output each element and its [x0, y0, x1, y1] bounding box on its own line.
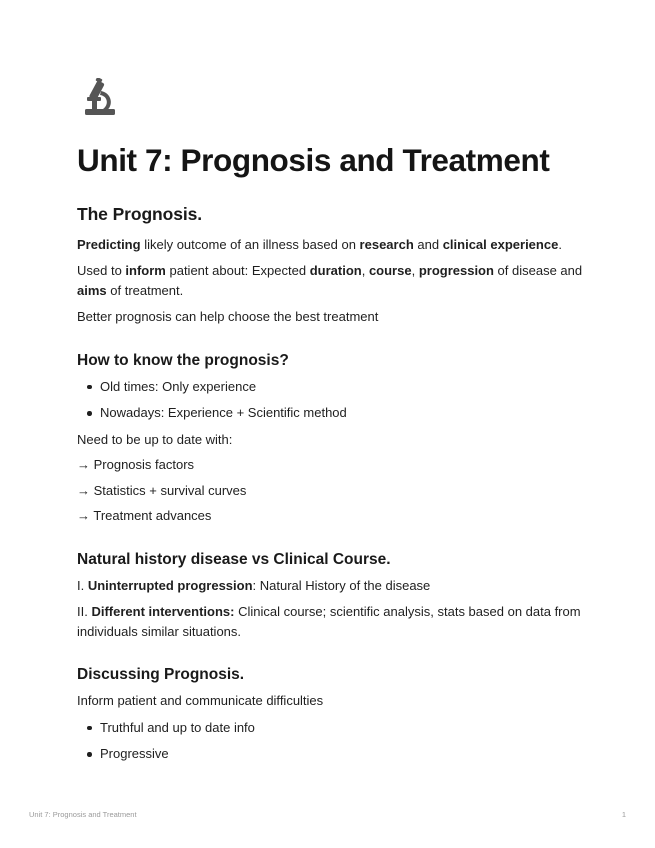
list-item: Progressive	[77, 744, 587, 764]
list-item: Old times: Only experience	[77, 377, 587, 397]
list-item: Nowadays: Experience + Scientific method	[77, 403, 587, 423]
prognosis-paragraph-3: Better prognosis can help choose the best treatment	[77, 309, 379, 325]
microscope-icon	[82, 78, 118, 120]
page-number: 1	[621, 810, 626, 819]
section-heading-how-to-know: How to know the prognosis?	[77, 351, 289, 369]
prognosis-paragraph-2: Used to inform patient about: Expected duration, course, progression of disease and aims of treatment.	[77, 263, 583, 298]
prognosis-paragraph-1: Predicting likely outcome of an illness based on research and clinical experience.	[77, 236, 562, 252]
footer-title: Unit 7: Prognosis and Treatment	[29, 810, 137, 819]
arrow-item: → Treatment advances	[77, 508, 212, 524]
section-heading-discussing: Discussing Prognosis.	[77, 666, 245, 684]
natural-history-paragraph-2: II. Different interventions: Clinical course; scientific analysis, stats based on data from individuals similar situations.	[77, 604, 581, 639]
page-footer	[29, 810, 626, 819]
page-title: Unit 7: Prognosis and Treatment	[77, 142, 550, 178]
arrow-item: → Prognosis factors	[77, 457, 195, 473]
how-to-know-list	[77, 377, 587, 423]
up-to-date-intro: Need to be up to date with:	[77, 431, 233, 447]
arrow-item: → Statistics + survival curves	[77, 482, 247, 498]
list-item: Truthful and up to date info	[77, 718, 587, 738]
document-page	[77, 78, 587, 764]
natural-history-paragraph-1: I. Uninterrupted progression: Natural History of the disease	[77, 577, 431, 593]
discussing-list	[77, 718, 587, 764]
discussing-intro: Inform patient and communicate difficulties	[77, 693, 324, 709]
section-heading-natural-history: Natural history disease vs Clinical Course.	[77, 550, 391, 568]
section-heading-prognosis: The Prognosis.	[77, 203, 203, 224]
